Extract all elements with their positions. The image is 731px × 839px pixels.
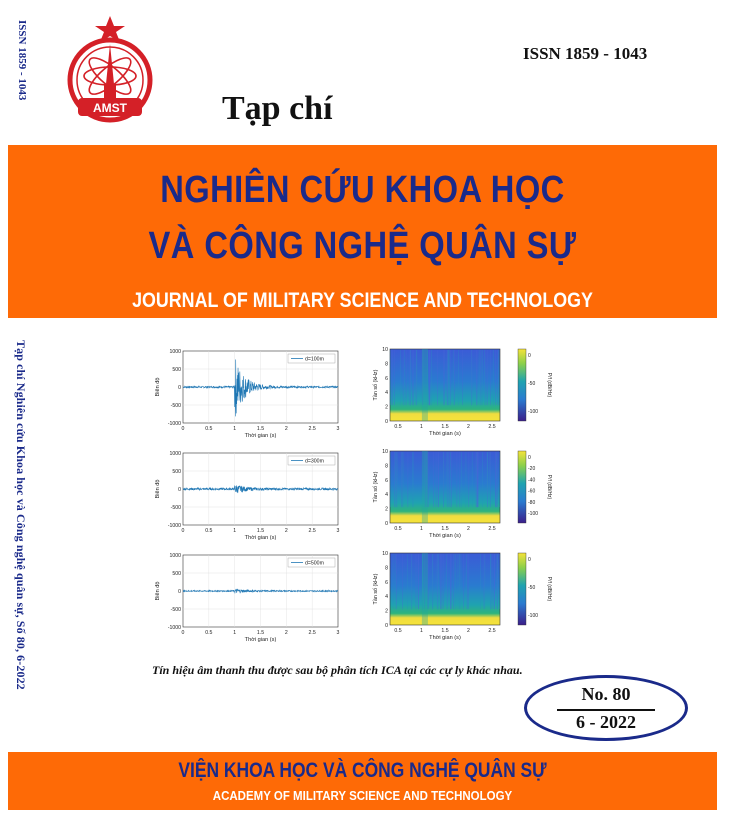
x-tick-label: 1.5 [256,426,265,432]
y-tick-label: 4 [385,492,388,499]
colorbar-label: P/f (dB/Hz) [546,474,552,500]
x-tick-label: 2 [467,628,470,634]
x-tick-label: 3 [336,630,340,636]
legend-label: d=300m [305,458,324,465]
y-tick-label: -500 [170,505,181,511]
x-tick-label: 2 [284,630,288,636]
x-tick-label: 3 [336,528,340,534]
x-tick-label: 1 [233,630,237,636]
spectrogram-panel [373,347,552,437]
y-axis-label: Biên độ [155,479,161,499]
y-tick-label: 0 [385,419,388,425]
y-axis-label: Tần số (kHz) [373,471,379,503]
y-tick-label: -1000 [167,523,181,529]
x-tick-label: 0.5 [394,424,402,430]
colorbar-label: P/f (dB/Hz) [546,372,552,398]
x-tick-label: 1.5 [256,528,265,534]
journal-title-line2: VÀ CÔNG NGHỆ QUÂN SỰ [148,225,577,267]
waveform-panel [155,451,340,541]
waveform-panel [155,553,340,643]
y-tick-label: 2 [385,608,388,615]
x-tick-label: 2.5 [488,424,496,430]
waveform-panel [155,349,340,439]
x-tick-label: 2 [284,528,288,534]
colorbar-tick-label: -40 [528,477,536,484]
x-axis-label: Thời gian (s) [244,433,277,439]
colorbar-tick-label: 0 [528,353,531,359]
amst-logo [64,14,156,130]
publisher-name-en: ACADEMY OF MILITARY SCIENCE AND TECHNOLOGY [212,789,513,803]
colorbar [518,451,526,523]
y-tick-label: 8 [385,361,388,368]
y-tick-label: 2 [385,506,388,513]
x-tick-label: 2.5 [488,526,496,532]
title-banner [8,145,717,318]
y-tick-label: 1000 [169,553,181,559]
y-tick-label: 500 [172,571,181,577]
y-tick-label: 10 [382,551,388,557]
x-tick-label: 2 [467,526,470,532]
x-tick-label: 0.5 [394,526,402,532]
y-tick-label: 500 [172,469,181,475]
y-tick-label: 6 [385,579,388,586]
y-tick-label: 0 [178,487,181,493]
y-tick-label: 1000 [169,349,181,355]
cover-figure [150,335,552,647]
y-tick-label: -500 [170,403,181,409]
colorbar-tick-label: -50 [528,381,536,387]
colorbar-tick-label: -100 [528,409,539,415]
x-tick-label: 1 [233,426,237,432]
colorbar-tick-label: -50 [528,585,536,591]
issn-number: ISSN 1859 - 1043 [523,44,648,63]
journal-title-line1: NGHIÊN CỨU KHOA HỌC [160,169,565,211]
logo-text: AMST [93,101,127,115]
spine-issn [14,20,30,130]
x-tick-label: 0 [181,426,185,432]
y-tick-label: 6 [385,477,388,484]
x-tick-label: 0.5 [205,426,213,432]
y-tick-label: 0 [385,521,388,527]
x-tick-label: 2 [467,424,470,430]
colorbar-tick-label: 0 [528,557,531,563]
x-axis-label: Thời gian (s) [429,431,461,437]
figure-caption: Tín hiệu âm thanh thu được sau bộ phân tích ICA tại các cự ly khác nhau. [152,663,523,677]
amst-logo-icon [64,14,156,130]
y-tick-label: -1000 [167,625,181,631]
colorbar-tick-label: 0 [528,455,531,461]
x-tick-label: 0 [181,630,185,636]
y-axis-label: Tần số (kHz) [373,369,379,401]
y-axis-label: Biên độ [155,581,161,601]
y-tick-label: 0 [178,589,181,595]
colorbar-tick-label: -100 [528,613,539,619]
colorbar [518,553,526,625]
x-tick-label: 1.5 [256,630,265,636]
x-tick-label: 1 [420,628,423,634]
y-tick-label: 0 [385,623,388,629]
x-tick-label: 2.5 [488,628,496,634]
spectrogram-panel [373,449,552,539]
x-axis-label: Thời gian (s) [429,635,461,641]
y-tick-label: 1000 [169,451,181,457]
x-tick-label: 2.5 [308,630,316,636]
x-tick-label: 0 [181,528,185,534]
spectrogram-image [390,553,500,625]
issue-date: 6 - 2022 [576,712,636,732]
x-tick-label: 2.5 [308,528,316,534]
colorbar-tick-label: -80 [528,499,536,506]
x-tick-label: 0.5 [205,528,213,534]
spectrogram-onset [422,451,428,523]
y-tick-label: 10 [382,449,388,455]
colorbar [518,349,526,421]
x-tick-label: 0.5 [394,628,402,634]
y-axis-label: Biên độ [155,377,161,397]
spectrogram-onset [422,553,428,625]
x-tick-label: 2 [284,426,288,432]
y-tick-label: -500 [170,607,181,613]
y-tick-label: 8 [385,463,388,470]
colorbar-tick-label: -60 [528,488,536,495]
y-tick-label: 4 [385,390,388,397]
x-tick-label: 3 [336,426,340,432]
publisher-name-vi: VIỆN KHOA HỌC VÀ CÔNG NGHỆ QUÂN SỰ [178,759,547,782]
y-tick-label: -1000 [167,421,181,427]
x-tick-label: 0.5 [205,630,213,636]
spectrogram-panel [373,551,552,641]
y-tick-label: 10 [382,347,388,353]
colorbar-tick-label: -20 [528,466,536,473]
x-axis-label: Thời gian (s) [429,533,461,539]
x-axis-label: Thời gian (s) [244,637,277,643]
x-tick-label: 1 [233,528,237,534]
y-tick-label: 6 [385,375,388,382]
spectrogram-image [390,451,500,523]
x-tick-label: 1.5 [441,628,449,634]
cover-figure-svg [150,335,552,647]
spine-title-text: Tạp chí Nghiên cứu Khoa học và Công nghệ quân sự, Số 80, 6-2022 [14,340,28,690]
tap-chi-label: Tạp chí [222,90,333,127]
x-tick-label: 2.5 [308,426,316,432]
issue-number: No. 80 [581,684,631,704]
legend-label: d=100m [305,356,324,363]
publisher-footer [8,752,717,810]
x-tick-label: 1 [420,424,423,430]
y-tick-label: 0 [178,385,181,391]
y-tick-label: 2 [385,404,388,411]
spectrogram-onset [422,349,428,421]
x-tick-label: 1 [420,526,423,532]
x-axis-label: Thời gian (s) [244,535,277,541]
colorbar-label: P/f (dB/Hz) [546,576,552,602]
legend-label: d=500m [305,560,324,567]
colorbar-tick-label: -100 [528,511,539,517]
issue-divider [557,709,655,711]
y-axis-label: Tần số (kHz) [373,573,379,605]
journal-title-english: JOURNAL OF MILITARY SCIENCE AND TECHNOLOGY [132,289,593,312]
y-tick-label: 500 [172,367,181,373]
x-tick-label: 1.5 [441,526,449,532]
spectrogram-image [390,349,500,421]
x-tick-label: 1.5 [441,424,449,430]
spine-issn-text: ISSN 1859 - 1043 [16,20,28,101]
y-tick-label: 4 [385,594,388,601]
issue-badge [524,675,688,741]
y-tick-label: 8 [385,565,388,572]
